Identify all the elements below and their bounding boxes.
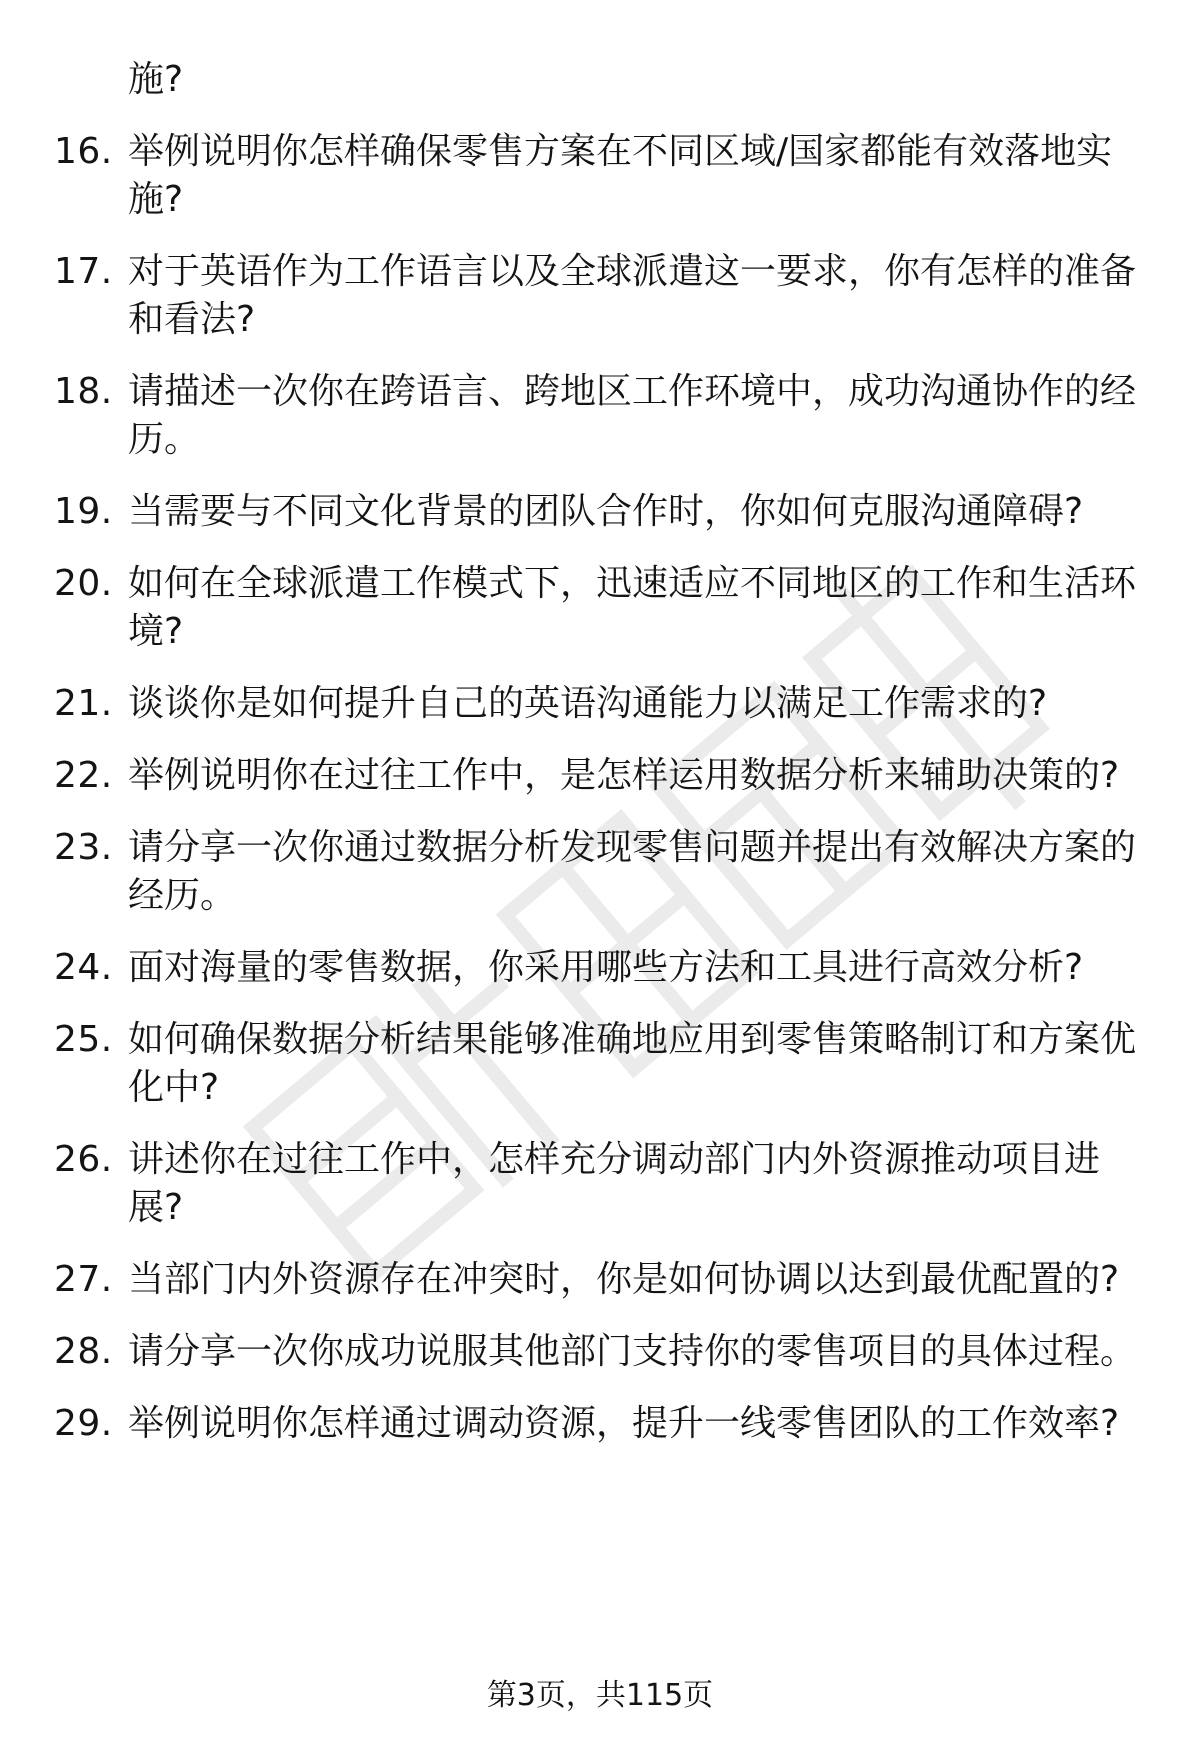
question-number: 17. — [54, 251, 113, 292]
question-text — [128, 1016, 1138, 1112]
question-number: 27. — [54, 1259, 113, 1300]
question-line: 如何在全球派遣工作模式下，迅速适应不同地区的工作和生活环 — [128, 563, 1137, 604]
question-line: 对于英语作为工作语言以及全球派遣这一要求，你有怎样的准备 — [128, 251, 1137, 292]
question-line: 举例说明你怎样通过调动资源，提升一线零售团队的工作效率? — [128, 1403, 1120, 1444]
question-number: 24. — [54, 947, 113, 988]
question-number: 16. — [54, 131, 113, 172]
question-text — [128, 56, 1138, 104]
question-text — [128, 680, 1138, 728]
question-number: 25. — [54, 1019, 113, 1060]
question-line: 请分享一次你成功说服其他部门支持你的零售项目的具体过程。 — [128, 1331, 1137, 1372]
question-line: 施? — [128, 59, 184, 100]
question-line: 历。 — [128, 419, 201, 460]
question-number: 29. — [54, 1403, 113, 1444]
question-text — [128, 248, 1138, 344]
question-line: 当需要与不同文化背景的团队合作时，你如何克服沟通障碍? — [128, 491, 1084, 532]
question-line: 讲述你在过往工作中，怎样充分调动部门内外资源推动项目进 — [128, 1139, 1101, 1180]
question-text — [128, 1136, 1138, 1232]
question-number: 26. — [54, 1139, 113, 1180]
question-number: 28. — [54, 1331, 113, 1372]
question-line: 当部门内外资源存在冲突时，你是如何协调以达到最优配置的? — [128, 1259, 1120, 1300]
question-number: 19. — [54, 491, 113, 532]
question-text — [128, 1400, 1138, 1448]
question-number: 18. — [54, 371, 113, 412]
question-line: 举例说明你怎样确保零售方案在不同区域/国家都能有效落地实 — [128, 131, 1113, 172]
question-number: 20. — [54, 563, 113, 604]
question-line: 施? — [128, 179, 184, 220]
question-text — [128, 1256, 1138, 1304]
question-line: 经历。 — [128, 875, 237, 916]
question-line: 谈谈你是如何提升自己的英语沟通能力以满足工作需求的? — [128, 683, 1048, 724]
question-line: 和看法? — [128, 299, 256, 340]
question-line: 境? — [128, 611, 184, 652]
question-text — [128, 944, 1138, 992]
question-text — [128, 488, 1138, 536]
question-line: 化中? — [128, 1067, 220, 1108]
question-line: 展? — [128, 1187, 184, 1228]
question-text — [128, 1328, 1138, 1376]
question-text — [128, 368, 1138, 464]
question-number: 21. — [54, 683, 113, 724]
question-number: 22. — [54, 755, 113, 796]
question-text — [128, 752, 1138, 800]
question-text — [128, 824, 1138, 920]
question-text — [128, 560, 1138, 656]
question-line: 举例说明你在过往工作中，是怎样运用数据分析来辅助决策的? — [128, 755, 1120, 796]
page-footer: 第3页，共115页 — [486, 1678, 714, 1713]
question-line: 请描述一次你在跨语言、跨地区工作环境中，成功沟通协作的经 — [128, 371, 1137, 412]
question-line: 如何确保数据分析结果能够准确地应用到零售策略制订和方案优 — [128, 1019, 1137, 1060]
question-text — [128, 128, 1138, 224]
question-number: 23. — [54, 827, 113, 868]
question-line: 面对海量的零售数据，你采用哪些方法和工具进行高效分析? — [128, 947, 1084, 988]
question-line: 请分享一次你通过数据分析发现零售问题并提出有效解决方案的 — [128, 827, 1137, 868]
